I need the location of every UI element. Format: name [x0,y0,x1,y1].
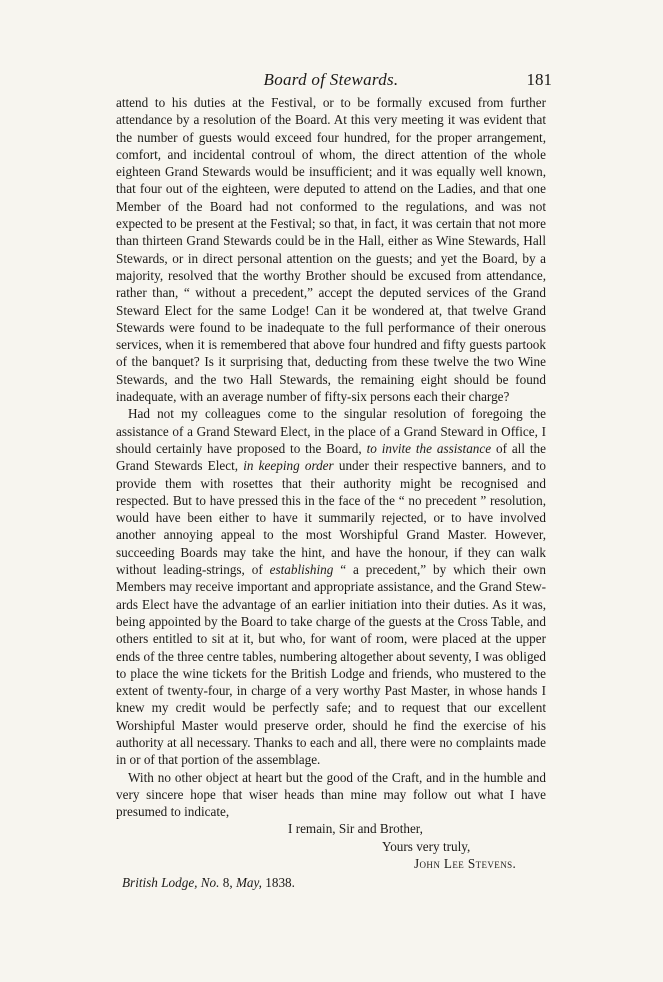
italic-emphasis: in keeping order [243,458,334,474]
paragraph-2 [116,405,546,768]
italic-emphasis: establishing [269,562,334,578]
text-run: of all the Grand Stewards Elect, [116,440,547,474]
running-title: Board of Stewards. [263,70,399,89]
dateline [116,874,546,891]
dateline-year: 1838. [261,875,295,891]
text-run: Had not my colleagues come to the singular resolution of foregoing the assistance of a Grand Steward Elect, in the place of a Grand Steward in Office, I should certainly have proposed to the Board, [116,406,546,456]
text-run: “ a precedent,” by which their own Members may receive important and appropriate assistance, and the Grand Stewards Elect have the advantage of an earlier initiation into their duties. As it was, being appointed by the Board to take charge of the guests at the Cross Table, and others entitled to sit at it, but who, for want of room, were placed at the upper ends of the three centre tables, numbering altogether about seventy, I was obliged to place the wine tickets for the British Lodge and friends, who mustered to the extent of twenty-four, in charge of a very worthy Past Master, in whose hands I knew my credit would be perfectly safe; and to request that our excellent Worshipful Master would preserve order, should he find the exercise of his authority at all necessary. Thanks to each and all, there were no complaints made in or of that portion of the assemblage. [116,562,546,768]
text-run: under their respective banners, and to provide them with rosettes that their authority might be recognised and respected. But to have pressed this in the face of the “ no precedent ” resolution, would have been either to have it summarily rejected, or to have involved another annoying appeal to the most Worshipful Grand Master. However, succeeding Boards may take the hint, and have the honour, if they can walk without leading-strings, of [116,458,546,578]
letter-closing [116,820,546,872]
article-body [116,94,546,820]
italic-emphasis: to invite the assistance [366,440,492,456]
paragraph-3 [116,769,546,821]
dateline-lodge: British Lodge, No. [122,875,220,891]
signature: John Lee Stevens. [414,856,517,872]
closing-yours: Yours very truly, [382,838,471,854]
dateline-number: 8, [219,875,236,891]
closing-remain: I remain, Sir and Brother, [288,821,423,837]
dateline-month: May, [235,875,262,891]
text-run: With no other object at heart but the good of the Craft, and in the humble and very sincere hope that wiser heads than mine may follow out what I have presumed to indicate, [116,769,546,820]
page-header [116,62,552,94]
page-number: 181 [526,70,552,89]
paragraph-1 [116,94,546,405]
text-run: attend to his duties at the Festival, or to be formally excused from further attendance by a resolution of the Board. At this very meeting it was evident that the number of guests would exceed four hundred, for the proper arrangement, comfort, and incidental controul of whom, the direct attention of the whole eighteen Grand Stewards would be insufficient; and it was equally well known, that four out of the eighteen, were deputed to attend on the Ladies, and that one Member of the Board had not conformed to the regulations, and was not expected to be present at the Festival; so that, in fact, it was certain that not more than thirteen Grand Stewards could be in the Hall, either as Wine Stewards, Hall Stewards, or in direct personal attention on the guests; and yet the Board, by a majority, resolved that the worthy Brother should be excused from attendance, rather than, “ without a precedent,” accept the deputed services of the Grand Steward Elect for the same Lodge! Can it be wondered at, that twelve Grand Stewards were found to be inadequate to the full performance of their onerous services, when it is remembered that above four hundred and fifty guests partook of the banquet? Is it surprising that, deducting from these twelve the two Wine Stewards, and the two Hall Stewards, the remaining eight should be found inadequate, with an average number of fifty-six persons each their charge? [116,95,546,405]
document-page [116,62,552,892]
